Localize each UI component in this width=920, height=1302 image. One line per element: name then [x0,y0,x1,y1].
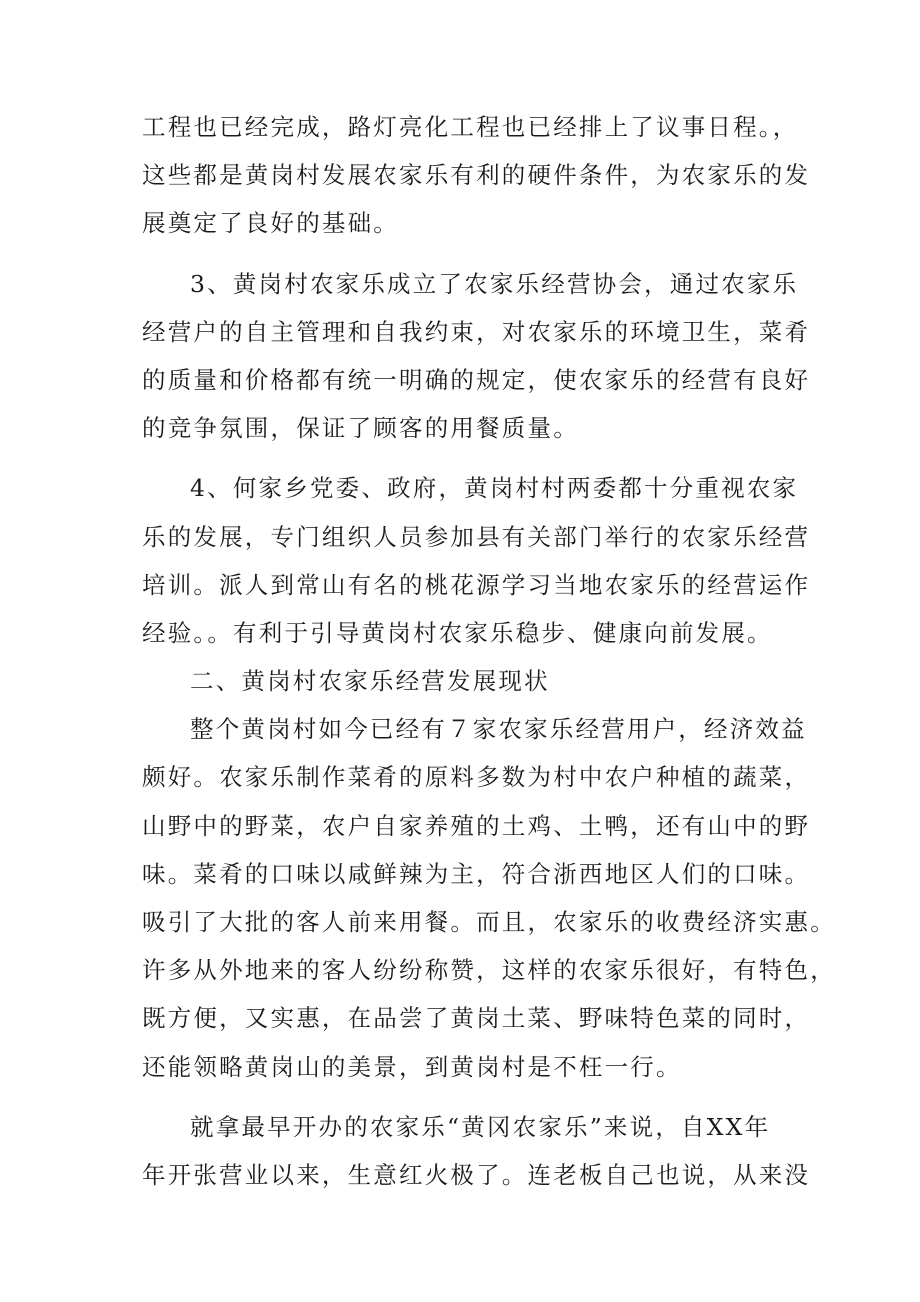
paragraph-status [142,705,836,1091]
text-line: 许多从外地来的客人纷纷称赞，这样的农家乐很好，有特色， [142,956,836,985]
text-line: 展奠定了良好的基础。 [142,209,399,238]
section-heading [142,657,782,705]
text-line: 经验。。有利于引导黄岗村农家乐稳步、健康向前发展。 [142,618,773,647]
paragraph-item-3 [142,260,811,453]
text-line: 乐的发展，专门组织人员参加县有关部门举行的农家乐经营 [142,522,811,551]
paragraph-example [142,1103,811,1199]
text-line: 还能领略黄岗山的美景，到黄岗村是不枉一行。 [142,1052,682,1081]
text-line: 整个黄岗村如今已经有７家农家乐经营用户，经济效益 [190,715,807,744]
text-line: 年开张营业以来，生意红火极了。连老板自己也说，从来没 [142,1160,811,1189]
text-line: 二、黄岗村农家乐经营发展现状 [190,667,550,696]
text-line: 既方便，又实惠，在品尝了黄岗土菜、野味特色菜的同时， [142,1004,811,1033]
paragraph-gap [142,1091,782,1103]
text-line: 经营户的自主管理和自我约束，对农家乐的环境卫生，菜肴 [142,317,811,346]
text-line: 3、黄岗村农家乐成立了农家乐经营协会，通过农家乐 [190,269,799,298]
paragraph-continuation [142,103,811,248]
text-line: 培训。派人到常山有名的桃花源学习当地农家乐的经营运作 [142,570,811,599]
text-line: 这些都是黄岗村发展农家乐有利的硬件条件，为农家乐的发 [142,161,811,190]
text-line: 山野中的野菜，农户自家养殖的土鸡、土鸭，还有山中的野 [142,811,811,840]
text-line: 吸引了大批的客人前来用餐。而且，农家乐的收费经济实惠。 [142,908,836,936]
paragraph-item-4 [142,464,811,657]
text-line: 颇好。农家乐制作菜肴的原料多数为村中农户种植的蔬菜， [142,763,811,792]
document-body [142,103,836,1199]
text-line: 的质量和价格都有统一明确的规定，使农家乐的经营有良好 [142,365,811,394]
text-line: 味。菜肴的口味以咸鲜辣为主，符合浙西地区人们的口味。 [142,859,811,888]
text-line: 4、何家乡党委、政府，黄岗村村两委都十分重视农家 [190,474,799,503]
paragraph-gap [142,248,782,260]
text-line: 的竞争氛围，保证了顾客的用餐质量。 [142,414,579,443]
text-line: 就拿最早开办的农家乐“黄冈农家乐”来说，自XX年 [190,1112,771,1141]
text-line: 工程也已经完成，路灯亮化工程也已经排上了议事日程。， [142,113,799,141]
paragraph-gap [142,452,782,464]
